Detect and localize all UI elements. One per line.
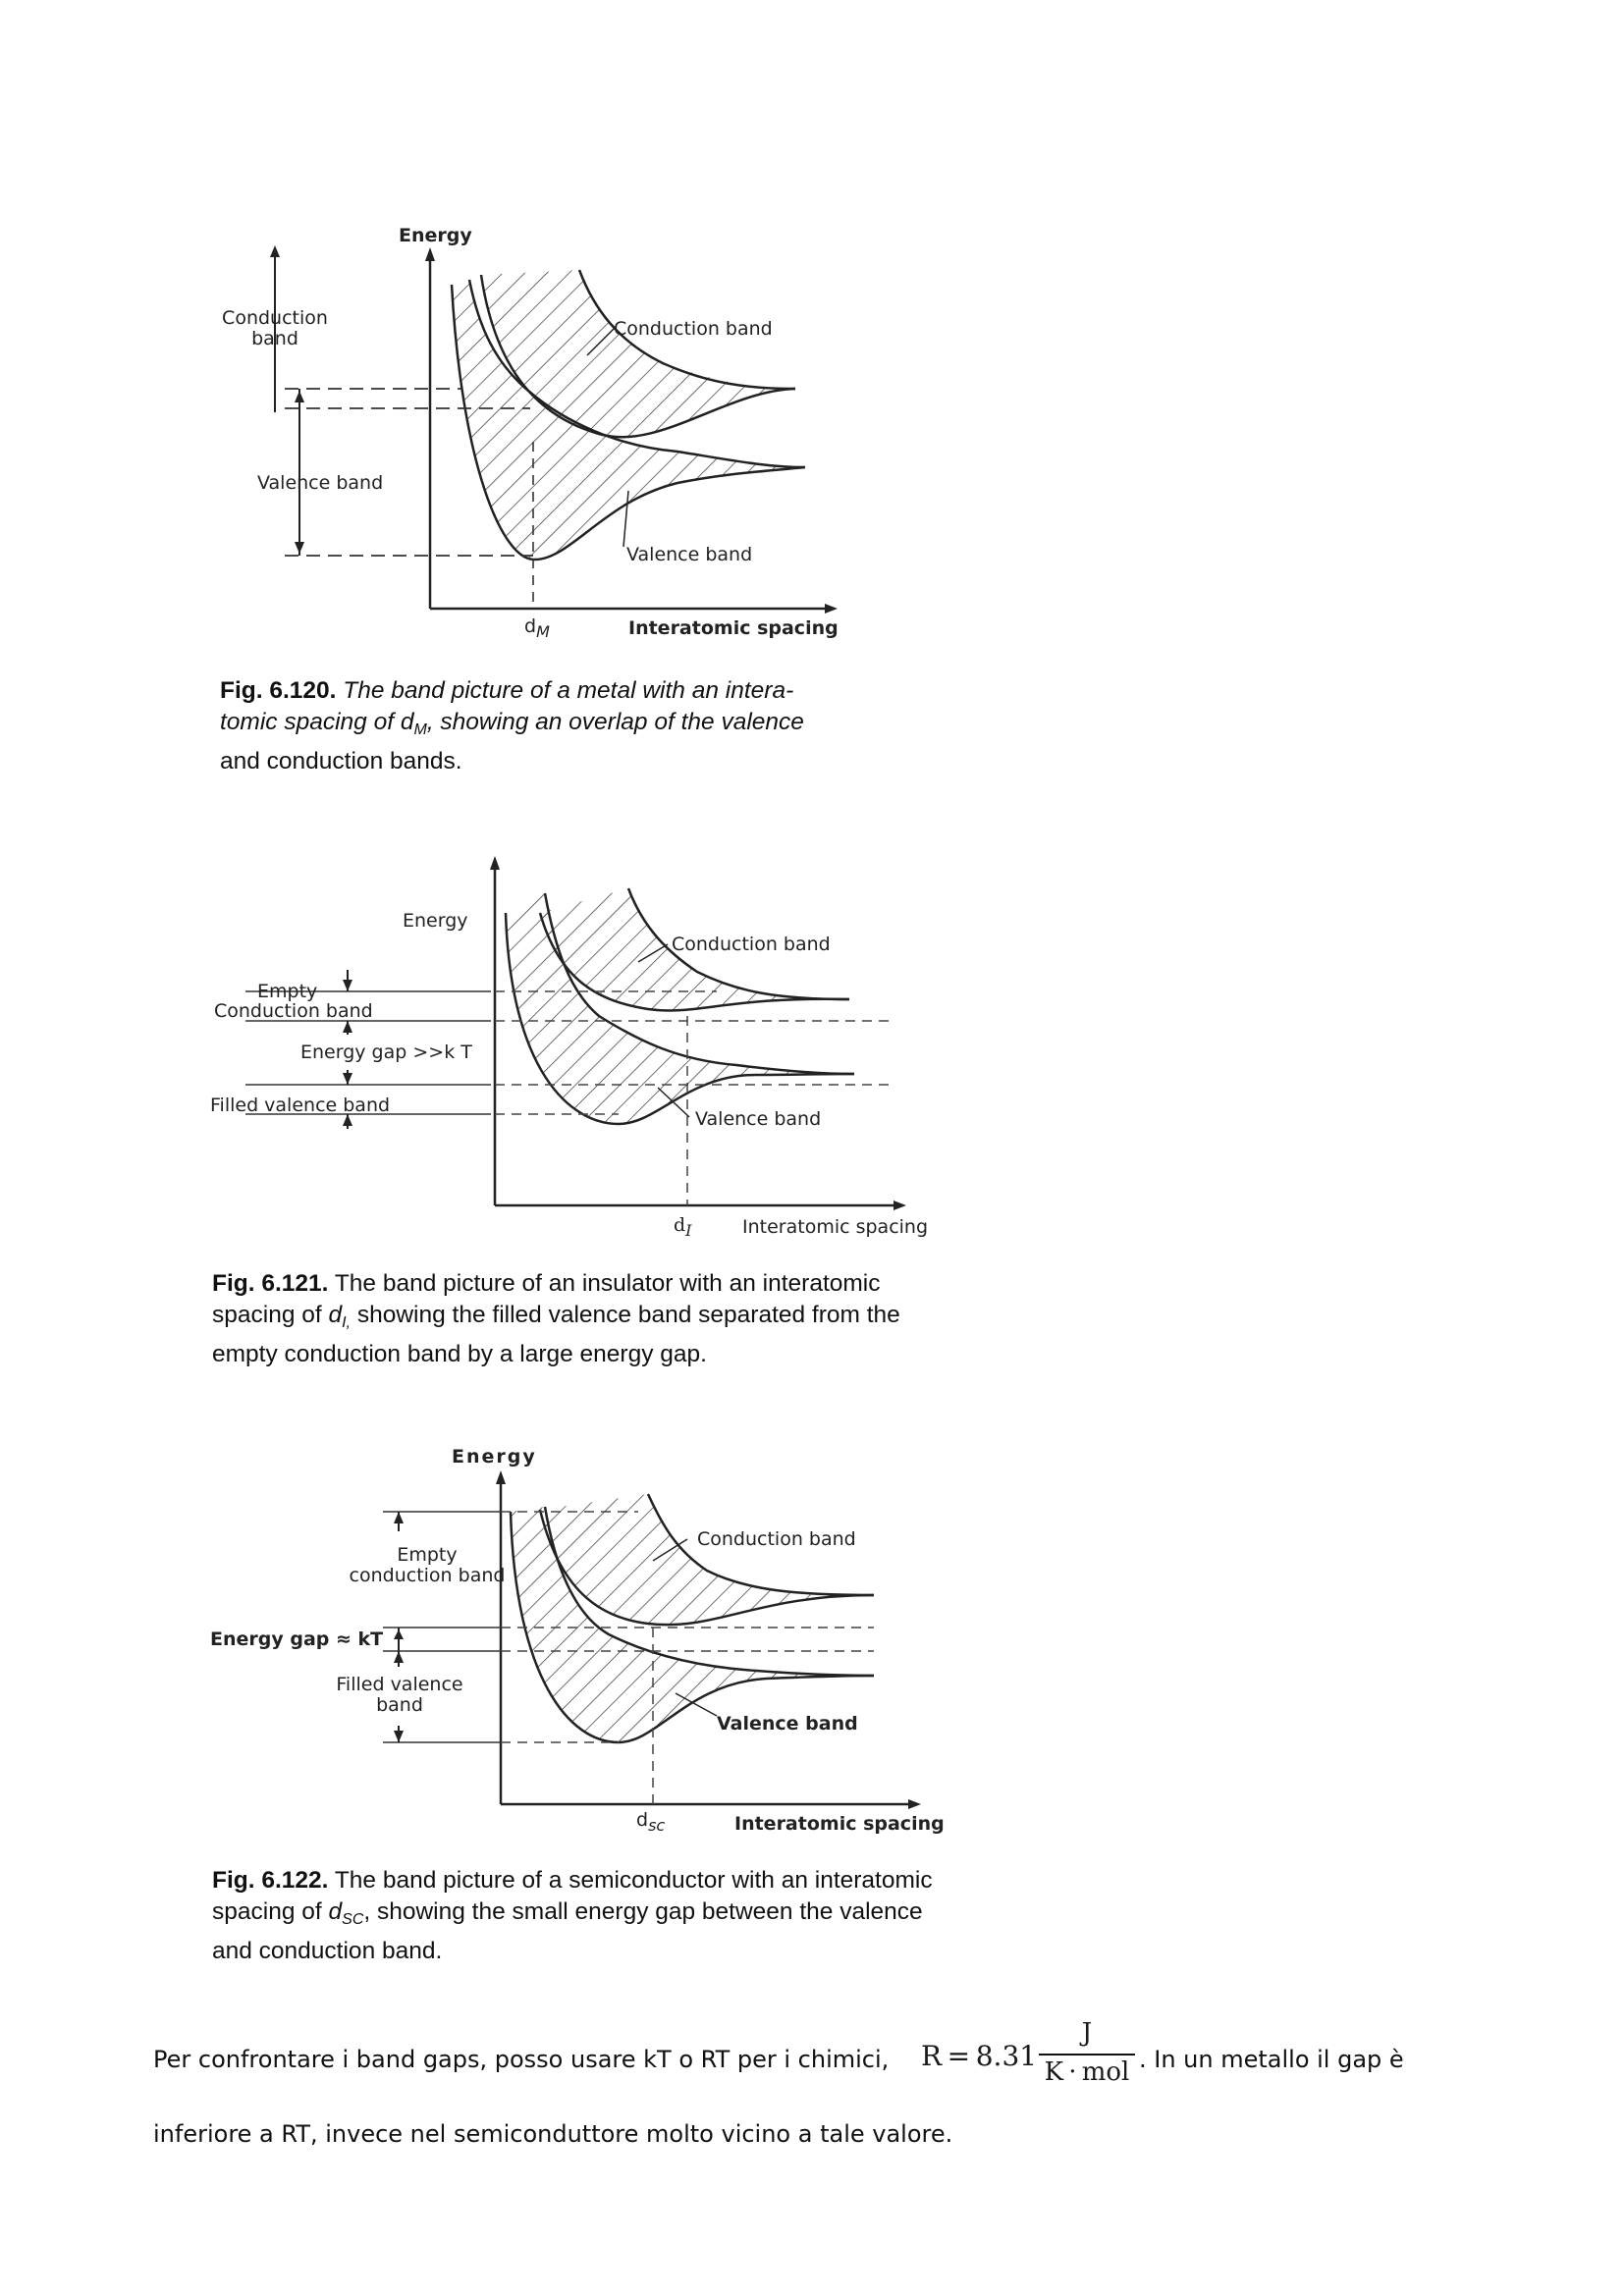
fig121-caption-line2a: spacing of <box>212 1302 329 1328</box>
fig121-x-axis-label: Interatomic spacing <box>742 1216 929 1238</box>
fig120-caption-line2b: , showing an overlap of the valence <box>426 709 804 735</box>
fig121-caption-line3: empty conduction band by a large energy gap. <box>212 1341 707 1367</box>
fig122-energy-label: Energy <box>452 1446 537 1468</box>
fig121-d-sub: I <box>685 1221 692 1240</box>
fig121-d-label <box>674 1215 692 1240</box>
fig121-conduction-band-left: Conduction band <box>214 1000 373 1022</box>
fig121-conduction-band-right: Conduction band <box>672 934 831 955</box>
fig120-d-sub: M <box>536 622 550 641</box>
fig120-valence-band-left: Valence band <box>257 472 384 494</box>
fig121-energy-label: Energy <box>403 910 468 932</box>
fig120-caption-d: d <box>400 709 414 735</box>
fig121-caption-number: Fig. 6.121. <box>212 1270 329 1297</box>
paragraph-line1 <box>153 2046 889 2073</box>
figure-6-121 <box>206 854 933 1247</box>
fig120-caption-line2a: tomic spacing of <box>220 709 401 735</box>
fig121-caption-d: d <box>328 1302 343 1328</box>
fig122-valence-band-right: Valence band <box>717 1713 858 1735</box>
fraction-bar <box>1039 2054 1135 2056</box>
fig120-diagram <box>216 226 844 648</box>
fig122-x-axis-label: Interatomic spacing <box>734 1813 945 1835</box>
fig122-caption-line2a: spacing of <box>212 1898 329 1925</box>
formula-fraction <box>1039 2018 1135 2097</box>
fig121-empty-label: Empty <box>257 981 318 1002</box>
fig122-filled-valence-label: Filled valence band <box>336 1674 463 1716</box>
fig121-caption-line2b: showing the filled valence band separated from the <box>351 1302 900 1328</box>
fig121-energy-gap-label: Energy gap >>k T <box>300 1041 472 1063</box>
fig122-caption <box>212 1865 958 1967</box>
paragraph-line2: inferiore a RT, invece nel semiconduttore molto vicino a tale valore. <box>153 2120 953 2148</box>
fig121-d-symbol: d <box>674 1214 686 1236</box>
fig120-valence-band-right: Valence band <box>626 544 753 565</box>
figure-6-120 <box>216 226 844 648</box>
fig122-caption-d-sub: SC <box>342 1911 364 1928</box>
fig121-caption-d-sub: I, <box>342 1314 352 1331</box>
formula-denominator: K · mol <box>1044 2057 1130 2087</box>
fig122-d-label <box>636 1810 665 1835</box>
fig121-caption-line1: The band picture of an insulator with an interatomic <box>334 1270 881 1297</box>
fig120-energy-label: Energy <box>399 225 472 246</box>
fig120-x-axis-label: Interatomic spacing <box>628 617 839 639</box>
formula-numerator: J <box>1081 2018 1093 2048</box>
fig122-d-sub: sc <box>648 1816 666 1835</box>
fig120-caption-d-sub: M <box>413 721 427 738</box>
fig122-d-symbol: d <box>636 1809 649 1831</box>
fig122-caption-line1: The band picture of a semiconductor with an interatomic <box>334 1867 933 1894</box>
figure-6-122 <box>206 1443 945 1836</box>
fig122-caption-line3: and conduction band. <box>212 1938 443 1964</box>
formula-lhs: R = 8.31 <box>921 2040 1038 2072</box>
fig121-caption <box>212 1268 939 1370</box>
paragraph-line1-end: . In un metallo il gap è <box>1139 2046 1404 2073</box>
fig120-caption-line1: The band picture of a metal with an intera- <box>343 677 794 704</box>
fig120-caption-line3: and conduction bands. <box>220 748 462 774</box>
fig120-d-label <box>524 616 550 641</box>
fig120-caption <box>220 675 888 777</box>
paragraph-line1-text: Per confrontare i band gaps, posso usare kT o RT per i chimici, <box>153 2046 890 2073</box>
fig120-caption-number: Fig. 6.120. <box>220 677 337 704</box>
fig120-conduction-band-left: Conduction band <box>222 307 328 349</box>
fig122-caption-line2b: , showing the small energy gap between the valence <box>363 1898 923 1925</box>
fig121-valence-band-right: Valence band <box>695 1108 822 1130</box>
fig121-filled-valence-label: Filled valence band <box>210 1095 391 1116</box>
fig120-conduction-band-right: Conduction band <box>614 318 773 340</box>
fig122-energy-gap-label: Energy gap ≈ kT <box>210 1629 384 1650</box>
fig120-d-symbol: d <box>524 615 537 637</box>
fig122-caption-number: Fig. 6.122. <box>212 1867 329 1894</box>
fig122-empty-label: Empty conduction band <box>349 1544 506 1586</box>
fig122-conduction-band-right: Conduction band <box>697 1528 856 1550</box>
fig122-caption-d: d <box>328 1898 343 1925</box>
